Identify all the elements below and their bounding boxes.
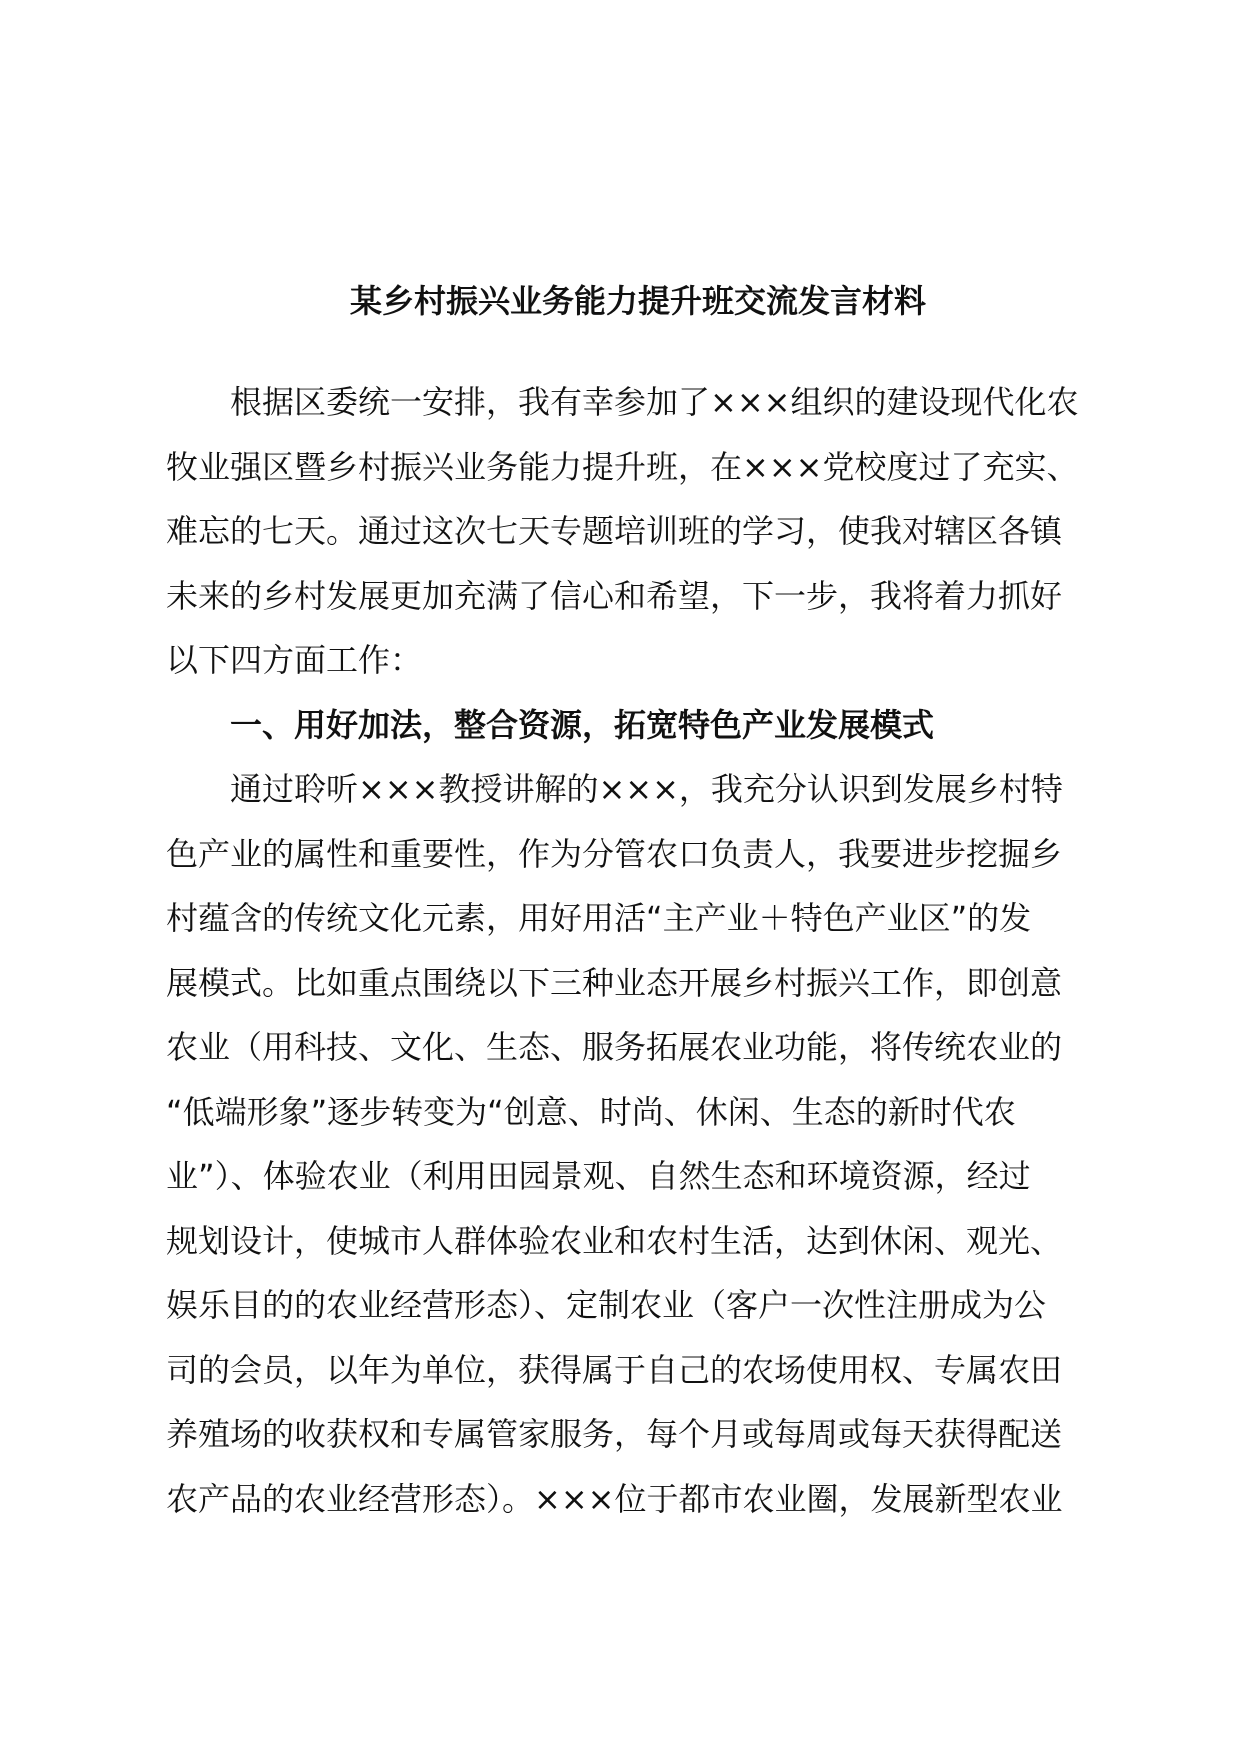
paragraph-line: 业”）、体验农业（利用田园景观、自然生态和环境资源，经过 bbox=[166, 1157, 1031, 1195]
paragraph-line: 牧业强区暨乡村振兴业务能力提升班，在×××党校度过了充实、 bbox=[166, 447, 1079, 486]
paragraph-line: 色产业的属性和重要性，作为分管农口负责人，我要进步挖掘乡 bbox=[166, 834, 1063, 873]
paragraph-line: 以下四方面工作： bbox=[166, 641, 423, 679]
document-title: 某乡村振兴业务能力提升班交流发言材料 bbox=[349, 282, 926, 320]
paragraph-line: 未来的乡村发展更加充满了信心和希望，下一步，我将着力抓好 bbox=[166, 576, 1063, 615]
paragraph-line: 规划设计，使城市人群体验农业和农村生活，达到休闲、观光、 bbox=[166, 1221, 1063, 1260]
paragraph-line: 农业（用科技、文化、生态、服务拓展农业功能，将传统农业的 bbox=[166, 1028, 1063, 1066]
paragraph-line: 司的会员，以年为单位，获得属于自己的农场使用权、专属农田 bbox=[166, 1350, 1063, 1389]
paragraph-line: 养殖场的收获权和专属管家服务，每个月或每周或每天获得配送 bbox=[166, 1415, 1063, 1453]
paragraph-line: “低端形象”逐步转变为“创意、时尚、休闲、生态的新时代农 bbox=[166, 1092, 1016, 1131]
paragraph-line: 通过聆听×××教授讲解的×××，我充分认识到发展乡村特 bbox=[230, 770, 1063, 808]
section-heading: 一、用好加法，整合资源，拓宽特色产业发展模式 bbox=[230, 705, 935, 744]
paragraph-line: 展模式。比如重点围绕以下三种业态开展乡村振兴工作，即创意 bbox=[166, 963, 1063, 1002]
document-body bbox=[166, 370, 1116, 1531]
paragraph-line: 农产品的农业经营形态）。×××位于都市农业圈，发展新型农业 bbox=[166, 1479, 1063, 1518]
paragraph-line: 娱乐目的的农业经营形态）、定制农业（客户一次性注册成为公 bbox=[166, 1286, 1047, 1324]
paragraph-line: 难忘的七天。通过这次七天专题培训班的学习，使我对辖区各镇 bbox=[166, 512, 1063, 550]
paragraph-line: 根据区委统一安排，我有幸参加了×××组织的建设现代化农 bbox=[230, 383, 1079, 421]
paragraph-line: 村蕴含的传统文化元素，用好用活“主产业＋特色产业区”的发 bbox=[166, 899, 1032, 937]
